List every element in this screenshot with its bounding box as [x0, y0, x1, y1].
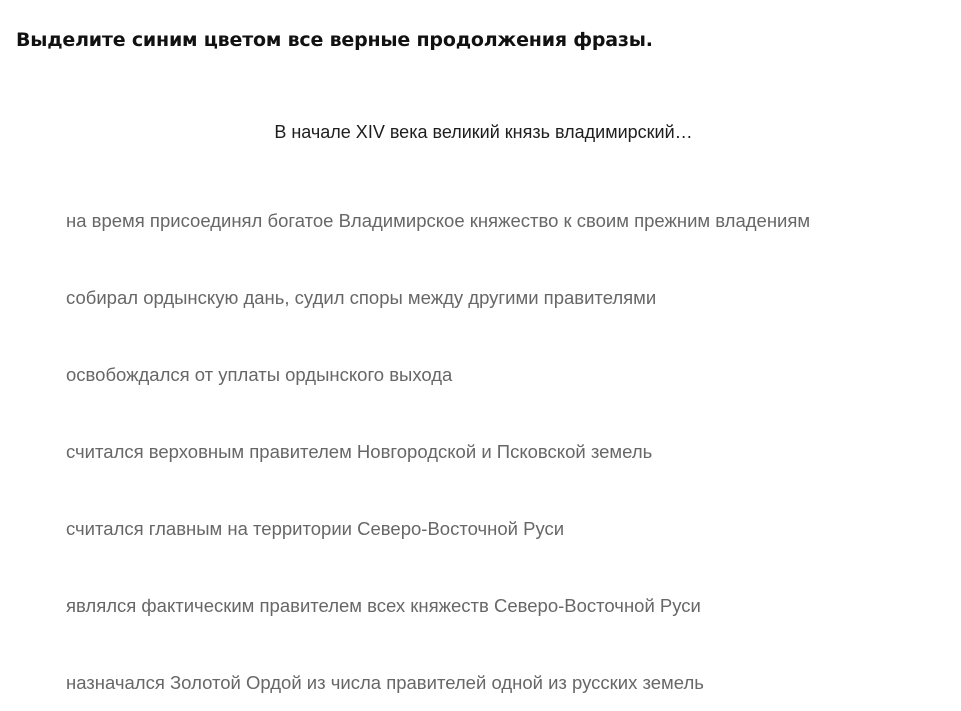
answer-option[interactable]: считался верховным правителем Новгородской и Псковской земель	[66, 441, 653, 462]
answer-option[interactable]: считался главным на территории Северо-Восточной Руси	[66, 518, 565, 539]
answer-option[interactable]: собирал ордынскую дань, судил споры между другими правителями	[66, 287, 657, 308]
answer-option[interactable]: на время присоединял богатое Владимирское княжество к своим прежним владениям	[66, 210, 811, 231]
answer-option[interactable]: освобождался от уплаты ордынского выхода	[66, 364, 453, 385]
task-instruction: Выделите синим цветом все верные продолжения фразы.	[16, 29, 653, 51]
answer-option[interactable]: являлся фактическим правителем всех княжеств Северо-Восточной Руси	[66, 595, 701, 616]
answer-option[interactable]: назначался Золотой Ордой из числа правителей одной из русских земель	[66, 672, 704, 693]
question-prompt: В начале XIV века великий князь владимирский…	[274, 122, 693, 142]
